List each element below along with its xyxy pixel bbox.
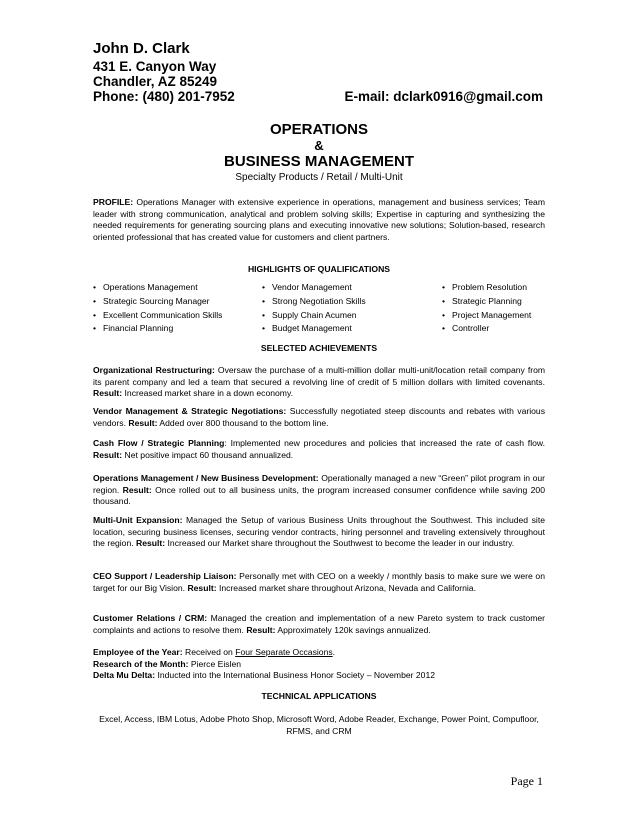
result-label: Result: — [128, 417, 158, 428]
award-delta-mu-delta — [93, 670, 545, 682]
achievement-label: CEO Support / Leadership Liaison: — [93, 571, 237, 581]
profile-label: PROFILE: — [93, 197, 134, 207]
highlights-heading: HIGHLIGHTS OF QUALIFICATIONS — [247, 264, 391, 274]
achievement-text: Personally met with CEO on a weekly / monthly basis to make sure we were on target for our Big Vision. — [93, 571, 545, 593]
achievement-text: : Implemented new procedures and policies that increased the rate of cash flow. — [224, 438, 545, 448]
achievement-label: Customer Relations / CRM: — [93, 613, 208, 623]
highlight-item: • Controller — [442, 322, 531, 336]
highlight-item: • Strong Negotiation Skills — [262, 295, 366, 309]
award-employee-of-year — [93, 647, 545, 659]
highlight-item: • Vendor Management — [262, 281, 366, 295]
candidate-name: John D. Clark — [93, 40, 190, 57]
achievement-text: Successfully negotiated steep discounts and rebates with various vendors. — [93, 406, 546, 428]
highlights-column-3 — [442, 281, 531, 336]
highlight-item: • Problem Resolution — [442, 281, 531, 295]
result-label: Result: — [122, 484, 152, 495]
highlight-item: • Financial Planning — [93, 322, 222, 336]
highlight-item: • Project Management — [442, 309, 531, 323]
award-research-of-month — [93, 659, 545, 671]
address-line-1: 431 E. Canyon Way — [93, 59, 217, 74]
achievement-label: Cash Flow / Strategic Planning — [93, 438, 225, 448]
title-line-1: OPERATIONS — [269, 121, 369, 138]
achievement-label: Multi-Unit Expansion: — [93, 515, 183, 525]
result-label: Result: — [93, 388, 123, 398]
achievement-vendor-management — [93, 406, 545, 429]
achievement-cash-flow — [93, 438, 545, 461]
achievement-text: Managed the Setup of various Business Units throughout the Southwest. This included site location, securing business licenses, securing vendor contracts, hiring personnel and traveling extensively throughout the region. — [93, 515, 545, 548]
result-text: Added over 800 thousand to the bottom line. — [157, 417, 329, 428]
result-label: Result: — [187, 582, 217, 593]
highlight-item: • Supply Chain Acumen — [262, 309, 366, 323]
address-line-2: Chandler, AZ 85249 — [93, 74, 218, 89]
email: E-mail: dclark0916@gmail.com — [344, 89, 543, 104]
title-line-2: BUSINESS MANAGEMENT — [223, 153, 414, 170]
achievement-text: Oversaw the purchase of a multi-million dollar multi-unit/location retail company from its parent company and led a team that secured a revolving line of credit of 5 million dollars with limited covenants. — [93, 365, 546, 387]
award-label: Research of the Month: — [93, 658, 189, 669]
result-text: Increased our Market share throughout the Southwest to become the leader in our industry. — [165, 538, 515, 548]
result-text: Once rolled out to all business units, the program increased consumer confidence while saving 200 thousand. — [93, 484, 545, 506]
result-text: Net positive impact 60 thousand annualized. — [122, 449, 294, 460]
highlights-column-2 — [262, 281, 366, 336]
title-ampersand: & — [314, 138, 324, 153]
profile-text: Operations Manager with extensive experience in operations, management and business services; Team leader with strong communication, analytical and problem solving skills; Expertise in capturing and synthesizing the needed requirements for generating sourcing plans and executing innovative new solutions; Solution-based, research oriented professional that has created value for customers and client partners. — [93, 197, 545, 242]
achievement-operations — [93, 473, 545, 508]
award-text: Inducted into the International Business Honor Society – November 2012 — [155, 670, 436, 680]
award-label: Employee of the Year: — [93, 647, 183, 657]
achievement-customer-relations — [93, 613, 545, 636]
technical-heading: TECHNICAL APPLICATIONS — [261, 691, 377, 701]
highlights-column-1 — [93, 281, 222, 336]
highlight-item: • Budget Management — [262, 322, 366, 336]
profile-paragraph — [93, 197, 545, 243]
achievement-ceo-support — [93, 571, 545, 594]
achievement-restructuring — [93, 365, 545, 400]
result-label: Result: — [246, 624, 276, 635]
award-label: Delta Mu Delta: — [93, 670, 156, 680]
result-label: Result: — [93, 449, 123, 460]
achievement-label: Operations Management / New Business Development: — [93, 473, 319, 483]
achievement-label: Vendor Management & Strategic Negotiations: — [93, 406, 287, 416]
title-subtitle: Specialty Products / Retail / Multi-Unit — [235, 172, 403, 183]
achievement-multi-unit — [93, 515, 545, 550]
result-text: Increased market share throughout Arizona, Nevada and California. — [216, 582, 476, 593]
highlight-item: • Strategic Planning — [442, 295, 531, 309]
technical-applications-list: Excel, Access, IBM Lotus, Adobe Photo Shop, Microsoft Word, Adobe Reader, Exchange, Power Point, Compufloor, RFMS, and CRM — [99, 714, 539, 736]
highlight-item: • Excellent Communication Skills — [93, 309, 222, 323]
highlight-item: • Operations Management — [93, 281, 222, 295]
result-text: Approximately 120k savings annualized. — [275, 624, 431, 635]
achievement-text: Operationally managed a new “Green” pilot program in our region. — [93, 473, 545, 495]
achievements-heading: SELECTED ACHIEVEMENTS — [260, 343, 378, 353]
achievement-label: Organizational Restructuring: — [93, 365, 215, 375]
phone: Phone: (480) 201-7952 — [93, 89, 235, 104]
award-text: Received on — [182, 647, 236, 657]
page-number: Page 1 — [510, 774, 543, 788]
highlight-item: • Strategic Sourcing Manager — [93, 295, 222, 309]
result-label: Result: — [136, 538, 166, 548]
award-text: Pierce Eislen — [188, 658, 242, 669]
award-occasions: Four Separate Occasions — [235, 647, 333, 657]
award-text: . — [332, 647, 336, 657]
achievement-text: Managed the creation and implementation of a new Pareto system to track customer complaints and actions to resolve them. — [93, 613, 545, 635]
result-text: Increased market share in a down economy. — [122, 388, 293, 398]
awards-block — [93, 647, 545, 682]
